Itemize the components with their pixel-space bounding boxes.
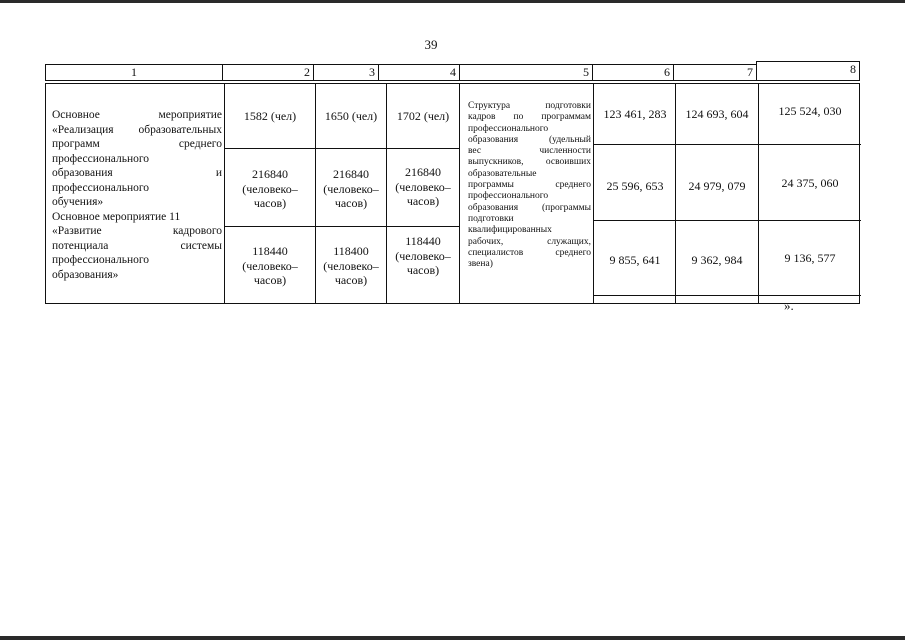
- table-cell-r2-c8: 24 375, 060: [781, 176, 839, 190]
- data-table: [45, 83, 860, 304]
- row-divider: [224, 148, 459, 149]
- table-cell-r3-c4: 118440 (человеко–часов): [395, 234, 451, 277]
- indicator-line: профессионального: [468, 123, 549, 134]
- table-cell-r2-c4: 216840 (человеко–часов): [395, 165, 451, 208]
- description-line: профессионального: [52, 181, 150, 194]
- indicator-line: квалифицированных: [468, 225, 552, 236]
- table-cell-r2-c6: 25 596, 653: [606, 179, 664, 193]
- indicator-line: профессионального: [468, 191, 549, 202]
- header-col-4: 4: [378, 64, 460, 81]
- column-divider: [315, 84, 316, 303]
- indicator-line: звена): [468, 259, 493, 270]
- table-cell-r2-c7: 24 979, 079: [688, 179, 746, 193]
- description-line: «Реализация образовательных: [52, 123, 222, 136]
- indicator-line: образовательные: [468, 168, 537, 179]
- table-cell-r3-c7: 9 362, 984: [691, 253, 743, 267]
- description-line: профессионального: [52, 254, 150, 266]
- indicator-line: подготовки: [468, 213, 514, 224]
- column-divider: [675, 84, 676, 303]
- description-line: Основное мероприятие: [52, 109, 222, 121]
- column-divider: [224, 84, 225, 303]
- table-cell-r3-c3: 118400 (человеко–часов): [323, 244, 379, 287]
- header-col-5: 5: [459, 64, 593, 81]
- table-cell-r3-c8: 9 136, 577: [784, 251, 836, 265]
- header-col-8: 8: [756, 61, 860, 81]
- description-line: Основное мероприятие 11: [52, 210, 181, 223]
- description-line: программ среднего: [52, 138, 222, 150]
- table-cell-r2-c2: 216840 (человеко–часов): [242, 167, 298, 210]
- table-cell-r3-c6: 9 855, 641: [609, 253, 661, 267]
- indicator-description: [468, 101, 591, 270]
- header-col-1: 1: [45, 64, 223, 81]
- table-cell-r1-c3: 1650 (чел): [324, 109, 378, 123]
- table-header-row: [45, 64, 860, 83]
- column-divider: [386, 84, 387, 303]
- header-col-6: 6: [592, 64, 674, 81]
- activity-description: [52, 108, 222, 282]
- row-divider: [593, 295, 861, 296]
- description-line: профессионального: [52, 152, 150, 165]
- description-line: образования»: [52, 268, 119, 281]
- description-line: образования и: [52, 167, 222, 179]
- header-col-2: 2: [222, 64, 314, 81]
- row-divider: [593, 144, 861, 145]
- header-col-3: 3: [313, 64, 379, 81]
- row-divider: [224, 226, 459, 227]
- table-cell-r1-c7: 124 693, 604: [685, 107, 749, 121]
- scan-bottom-edge: [0, 636, 905, 640]
- table-cell-r1-c4: 1702 (чел): [396, 109, 450, 123]
- page-number: 39: [424, 37, 438, 52]
- description-line: потенциала системы: [52, 239, 222, 252]
- indicator-line: кадров по программам: [468, 112, 591, 123]
- indicator-line: специалистов среднего: [468, 247, 591, 258]
- indicator-line: программы среднего: [468, 180, 591, 191]
- indicator-line: рабочих, служащих,: [468, 236, 591, 247]
- table-cell-r2-c3: 216840 (человеко–часов): [323, 167, 379, 210]
- description-line: «Развитие кадрового: [52, 225, 222, 237]
- column-divider: [758, 84, 759, 303]
- header-col-7: 7: [673, 64, 757, 81]
- indicator-line: выпускников, освоивших: [468, 157, 591, 168]
- indicator-line: вес численности: [468, 146, 591, 157]
- table-cell-r1-c8: 125 524, 030: [778, 104, 842, 118]
- column-divider: [593, 84, 594, 303]
- indicator-line: Структура подготовки: [468, 101, 591, 111]
- row-divider: [593, 220, 861, 221]
- scan-top-edge: [0, 0, 905, 3]
- table-cell-r1-c2: 1582 (чел): [243, 109, 297, 123]
- table-cell-r1-c6: 123 461, 283: [603, 107, 667, 121]
- description-line: обучения»: [52, 196, 104, 208]
- indicator-line: образования (программы: [468, 202, 591, 213]
- closing-quote-mark: ».: [784, 298, 794, 313]
- table-cell-r3-c2: 118440 (человеко–часов): [242, 244, 298, 287]
- column-divider: [459, 84, 460, 303]
- indicator-line: образования (удельный: [468, 134, 591, 145]
